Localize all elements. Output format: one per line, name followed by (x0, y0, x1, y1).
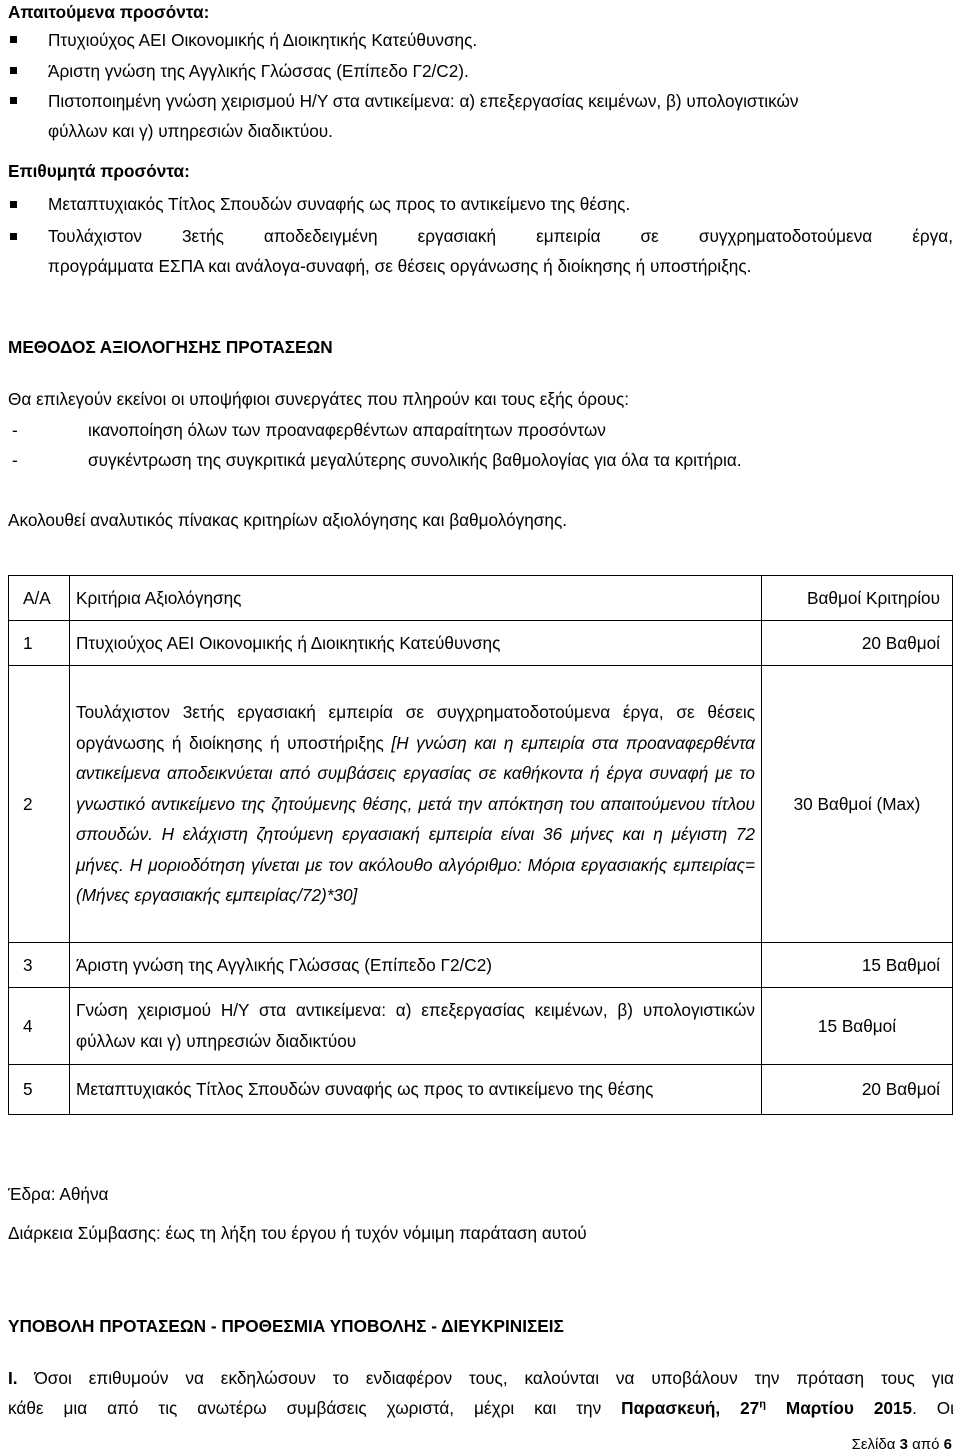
table-row (9, 666, 953, 943)
row-num: 4 (9, 988, 70, 1065)
duration-text: Διάρκεια Σύμβασης: έως τη λήξη του έργου ή τυχόν νόμιμη παράταση αυτού (8, 1223, 587, 1243)
table-row (9, 943, 953, 988)
criteria-table (8, 575, 953, 1115)
required-heading: Απαιτούμενα προσόντα: (8, 2, 210, 22)
square-bullet-icon (10, 36, 17, 43)
page-number: 3 (899, 1436, 908, 1453)
header-num: Α/Α (9, 576, 70, 621)
square-bullet-icon (10, 201, 17, 208)
submission-line-2 (8, 1398, 954, 1419)
criterion-text: Γνώση χειρισμού Η/Υ στα αντικείμενα: α) επεξεργασίας κειμένων, β) υπολογιστικών φύλλων και γ) υπηρεσιών διαδικτύου (76, 1000, 755, 1051)
criterion-italic-note: [Η γνώση και η εμπειρία στα προαναφερθέντα αντικείμενα αποδεικνύεται από συμβάσεις εργασίας σε καθήκοντα ή έργα συναφή με το γνωστικό αντικείμενο της ζητούμενης θέσης, μετά την απόκτηση του απαιτούμενου τίτλου σπουδών. Η ελάχιστη ζητούμενη εργασιακή εμπειρία είναι 36 μήνες και η μέγιστη 72 μήνες. Η μοριοδότηση γίνεται με τον ακόλουθο αλγόριθμο: Μόρια εργασιακής εμπειρίας=(Μήνες εργασιακής εμπειρίας/72)*30] (76, 732, 755, 906)
dash-bullet: - (12, 420, 18, 440)
desired-item: Τουλάχιστον 3ετής αποδεδειγμένη εργασιακή εμπειρία σε συγχρηματοδοτούμενα έργα, (48, 226, 953, 246)
table-row (9, 1065, 953, 1115)
row-num: 1 (9, 621, 70, 666)
square-bullet-icon (10, 67, 17, 74)
row-points: 15 Βαθμοί (762, 943, 953, 988)
section-numeral: Ι. (8, 1368, 18, 1388)
row-num: 2 (9, 666, 70, 943)
submission-text: Όσοι επιθυμούν να εκδηλώσουν το ενδιαφέρον τους, καλούνται να υποβάλουν την πρόταση τους για (34, 1368, 954, 1388)
page-label: Σελίδα (851, 1436, 896, 1453)
table-row (9, 988, 953, 1065)
row-num: 5 (9, 1065, 70, 1115)
header-criteria: Κριτήρια Αξιολόγησης (70, 576, 762, 621)
desired-item: Μεταπτυχιακός Τίτλος Σπουδών συναφής ως προς το αντικείμενο της θέσης. (48, 194, 631, 214)
table-header-row (9, 576, 953, 621)
required-item: Πιστοποιημένη γνώση χειρισμού Η/Υ στα αντικείμενα: α) επεξεργασίας κειμένων, β) υπολογιστικών (48, 91, 799, 111)
required-item: Πτυχιούχος ΑΕΙ Οικονομικής ή Διοικητικής Κατεύθυνσης. (48, 30, 478, 50)
row-num: 3 (9, 943, 70, 988)
page-total: 6 (943, 1436, 952, 1453)
row-points: 20 Βαθμοί (762, 621, 953, 666)
condition-item: ικανοποίηση όλων των προαναφερθέντων απαραίτητων προσόντων (88, 420, 606, 440)
row-points: 30 Βαθμοί (Max) (762, 666, 953, 943)
row-points: 20 Βαθμοί (762, 1065, 953, 1115)
row-criterion (70, 666, 762, 943)
deadline-rest: Μαρτίου 2015 (765, 1398, 913, 1418)
table-intro: Ακολουθεί αναλυτικός πίνακας κριτηρίων αξιολόγησης και βαθμολόγησης. (8, 510, 568, 530)
method-intro: Θα επιλεγούν εκείνοι οι υποψήφιοι συνεργάτες που πληρούν και τους εξής όρους: (8, 389, 630, 409)
row-criterion: Πτυχιούχος ΑΕΙ Οικονομικής ή Διοικητικής Κατεύθυνσης (70, 621, 762, 666)
submission-line-1 (8, 1368, 954, 1389)
submission-text: . Οι (912, 1398, 954, 1418)
desired-item-continuation: προγράμματα ΕΣΠΑ και ανάλογα-συναφή, σε θέσεις οργάνωσης ή διοίκησης ή υποστήριξης. (48, 256, 752, 276)
seat-text: Έδρα: Αθήνα (8, 1184, 109, 1204)
method-heading: ΜΕΘΟΔΟΣ ΑΞΙΟΛΟΓΗΣΗΣ ΠΡΟΤΑΣΕΩΝ (8, 337, 333, 357)
square-bullet-icon (10, 97, 17, 104)
deadline-sup: η (759, 1398, 766, 1411)
required-item-continuation: φύλλων και γ) υπηρεσιών διαδικτύου. (48, 121, 333, 141)
page-footer (852, 1436, 952, 1453)
required-item: Άριστη γνώση της Αγγλικής Γλώσσας (Επίπεδο Γ2/C2). (48, 61, 469, 81)
table-row (9, 621, 953, 666)
submission-text: κάθε μια από τις ανωτέρω συμβάσεις χωριστά, μέχρι και την (8, 1398, 622, 1418)
row-criterion: Μεταπτυχιακός Τίτλος Σπουδών συναφής ως προς το αντικείμενο της θέσης (70, 1065, 762, 1115)
row-criterion (70, 988, 762, 1065)
criterion-plain: Τουλάχιστον 3ετής εργασιακή εμπειρία σε συγχρηματοδοτούμενα έργα, σε θέσεις οργάνωσης ή διοίκησης ή υποστήριξης (76, 701, 755, 753)
square-bullet-icon (10, 233, 17, 240)
dash-bullet: - (12, 450, 18, 470)
header-points: Βαθμοί Κριτηρίου (762, 576, 953, 621)
deadline-day: Παρασκευή, 27 (621, 1398, 760, 1418)
submission-heading: ΥΠΟΒΟΛΗ ΠΡΟΤΑΣΕΩΝ - ΠΡΟΘΕΣΜΙΑ ΥΠΟΒΟΛΗΣ - ΔΙΕΥΚΡΙΝΙΣΕΙΣ (8, 1316, 564, 1336)
row-points: 15 Βαθμοί (762, 988, 953, 1065)
of-label: από (912, 1436, 940, 1453)
condition-item: συγκέντρωση της συγκριτικά μεγαλύτερης συνολικής βαθμολογίας για όλα τα κριτήρια. (88, 450, 742, 470)
desired-heading: Επιθυμητά προσόντα: (8, 161, 190, 181)
row-criterion: Άριστη γνώση της Αγγλικής Γλώσσας (Επίπεδο Γ2/C2) (70, 943, 762, 988)
